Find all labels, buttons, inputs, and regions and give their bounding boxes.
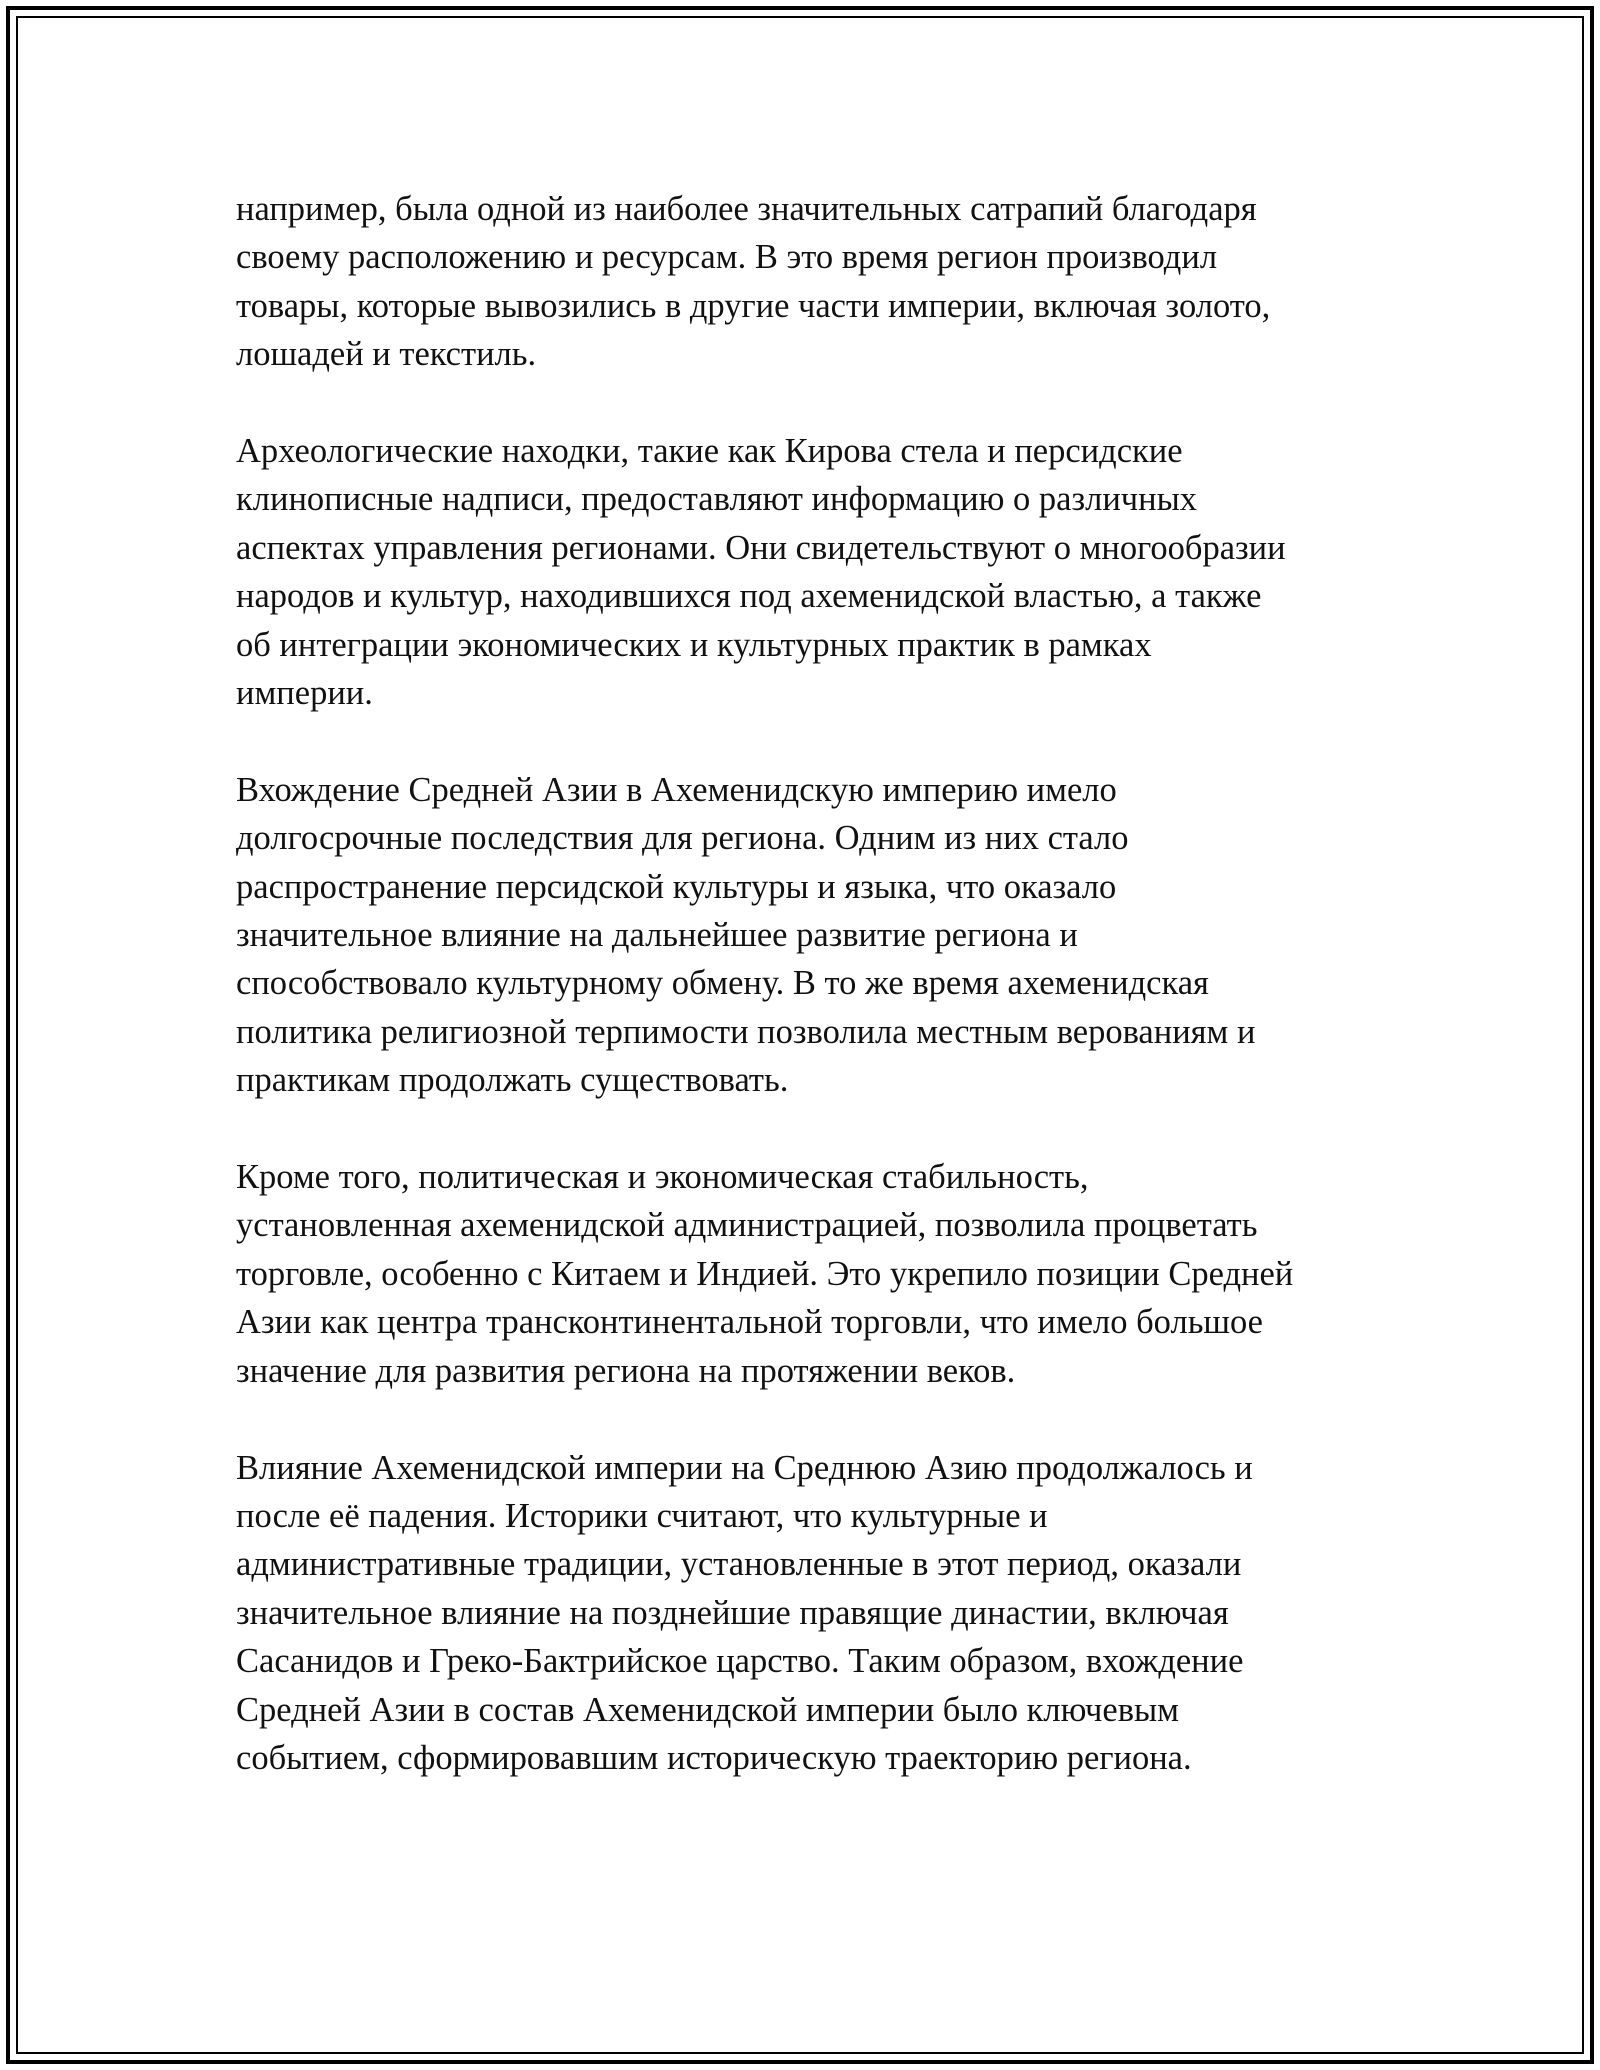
- document-body: [236, 185, 1376, 1831]
- paragraph: Влияние Ахеменидской империи на Среднюю Азию продолжалось и после её падения. Историки считают, что культурные и административные традиции, установленные в этот период, оказали значительное влияние на позднейшие правящие династии, включая Сасанидов и Греко-Бактрийское царство. Таким образом, вхождение Средней Азии в состав Ахеменидской империи было ключевым событием, сформировавшим историческую траекторию региона.: [236, 1448, 1253, 1777]
- paragraph: Кроме того, политическая и экономическая стабильность, установленная ахеменидской администрацией, позволила процветать торговле, особенно с Китаем и Индией. Это укрепило позиции Средней Азии как центра трансконтинентальной торговли, что имело большое значение для развития региона на протяжении веков.: [236, 1158, 1294, 1390]
- paragraph: Археологические находки, такие как Кирова стела и персидские клинописные надписи, предоставляют информацию о различных аспектах управления регионами. Они свидетельствуют о многообразии народов и культур, находившихся под ахеменидской властью, а также об интеграции экономических и культурных практик в рамках империи.: [236, 432, 1286, 713]
- paragraph: например, была одной из наиболее значительных сатрапий благодаря своему расположению и ресурсам. В это время регион производил товары, которые вывозились в другие части империи, включая золото, лошадей и текстиль.: [236, 190, 1271, 374]
- paragraph: Вхождение Средней Азии в Ахеменидскую империю имело долгосрочные последствия для региона. Одним из них стало распространение персидской культуры и языка, что оказало значительное влияние на дальнейшее развитие региона и способствовало культурному обмену. В то же время ахеменидская политика религиозной терпимости позволила местным верованиям и практикам продолжать существовать.: [236, 770, 1256, 1100]
